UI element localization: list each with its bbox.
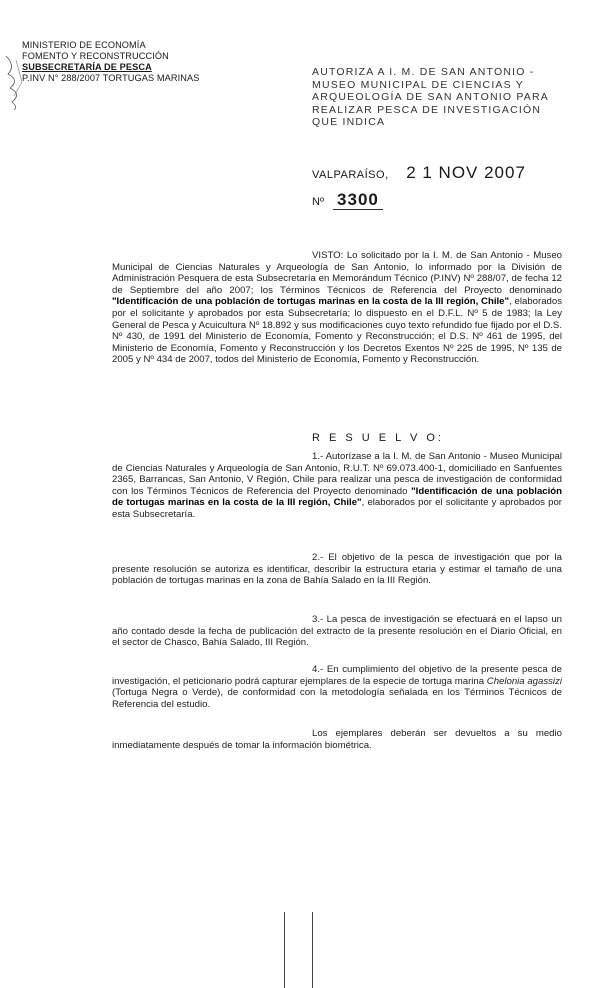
item-5-paragraph bbox=[112, 728, 562, 751]
item-1-paragraph bbox=[112, 451, 562, 521]
resolution-date bbox=[312, 163, 526, 183]
item-2-paragraph bbox=[112, 552, 562, 587]
number-value: 3300 bbox=[333, 190, 383, 210]
scan-edge-line bbox=[284, 912, 285, 988]
date-stamp: 2 1 NOV 2007 bbox=[406, 163, 526, 182]
item-1-text: 1.- Autorízase a la I. M. de San Antonio - Museo Municipal de Ciencias Naturales y Arqueología de San Antonio, R.U.T. Nº 69.073.400-1, domiciliado en Sanfuentes 2365, Barrancas, San Antonio, V Región, Chile para realizar una pesca de investigación de conformidad con los Términos Técnicos de Referencia del Proyecto denominado bbox=[112, 451, 562, 497]
subsecretaria-name: SUBSECRETARÍA DE PESCA bbox=[22, 62, 152, 72]
resolution-number bbox=[312, 190, 383, 210]
item-4-text: 4.- En cumplimiento del objetivo de la presente pesca de investigación, el peticionario podrá capturar ejemplares de la especie de tortuga marina bbox=[112, 664, 562, 687]
visto-text: VISTO: Lo solicitado por la I. M. de San Antonio - Museo Municipal de Ciencias Naturales y Arqueología de San Antonio, lo informado por la División de Administración Pesquera de esta Subsecretaría en Memorándum Técnico (P.INV) Nº 288/07, de fecha 12 de Septiembre del año 2007; los Términos Técnicos de Referencia del Proyecto denominado bbox=[112, 250, 562, 296]
ministry-name: MINISTERIO DE ECONOMÍA bbox=[22, 40, 146, 50]
scan-edge-line bbox=[312, 912, 313, 988]
item-1-text-cont: , elaborados por el solicitante y aprobados por esta Subsecretaría. bbox=[112, 497, 562, 520]
resuelvo-heading: R E S U E L V O: bbox=[312, 432, 444, 444]
item-3-paragraph bbox=[112, 614, 562, 649]
item-4-text-cont: (Tortuga Negra o Verde), de conformidad con la metodología señalada en los Términos Técnicos de Referencia del estudio. bbox=[112, 687, 562, 710]
file-reference: P.INV N° 288/2007 TORTUGAS MARINAS bbox=[22, 73, 200, 83]
margin-scribble-icon bbox=[2, 52, 28, 112]
number-label: Nº bbox=[312, 196, 324, 208]
item-5-text: Los ejemplares deberán ser devueltos a su medio inmediatamente después de tomar la información biométrica. bbox=[112, 728, 562, 751]
visto-paragraph bbox=[112, 250, 562, 366]
resolution-title: AUTORIZA A I. M. DE SAN ANTONIO - MUSEO MUNICIPAL DE CIENCIAS Y ARQUEOLOGÍA DE SAN ANTONIO PARA REALIZAR PESCA DE INVESTIGACIÓN QUE INDICA bbox=[312, 66, 549, 128]
project-name: "Identificación de una población de tortugas marinas en la costa de la III región, Chile" bbox=[112, 296, 510, 308]
visto-text-cont: , elaborados por el solicitante y aprobados por esta Subsecretaría; lo dispuesto en el D.F.L. Nº 5 de 1983; la Ley General de Pesca y Acuicultura Nº 18.892 y sus modificaciones cuyo texto refundido fue fijado por el D.S. Nº 430, de 1991 del Ministerio de Economía, Fomento y Reconstrucción; el D.S. Nº 461 de 1995, del Ministerio de Economía, Fomento y Reconstrucción y los Decretos Exentos Nº 225 de 1995, Nº 135 de 2005 y Nº 434 de 2007, todos del Ministerio de Economía, Fomento y Reconstrucción. bbox=[112, 296, 562, 366]
date-city: VALPARAÍSO, bbox=[312, 169, 389, 181]
ministry-subtitle: FOMENTO Y RECONSTRUCCIÓN bbox=[22, 51, 169, 61]
item-3-text: 3.- La pesca de investigación se efectuará en el lapso un año contado desde la fecha de publicación del extracto de la presente resolución en el Diario Oficial, en el sector de Chasco, Bahía Salado, III Región. bbox=[112, 614, 562, 649]
ministry-header bbox=[22, 40, 199, 84]
item-1-project-name: "Identificación de una población de tortugas marinas en la costa de la III región, Chile" bbox=[112, 485, 563, 509]
item-4-paragraph bbox=[112, 664, 562, 710]
species-name: Chelonia agassizi bbox=[486, 675, 562, 687]
item-2-text: 2.- El objetivo de la pesca de investigación que por la presente resolución se autoriza es identificar, describir la estructura etaria y estimar el tamaño de una población de tortugas marinas en la zona de Bahía Salado en la III Región. bbox=[112, 552, 562, 587]
